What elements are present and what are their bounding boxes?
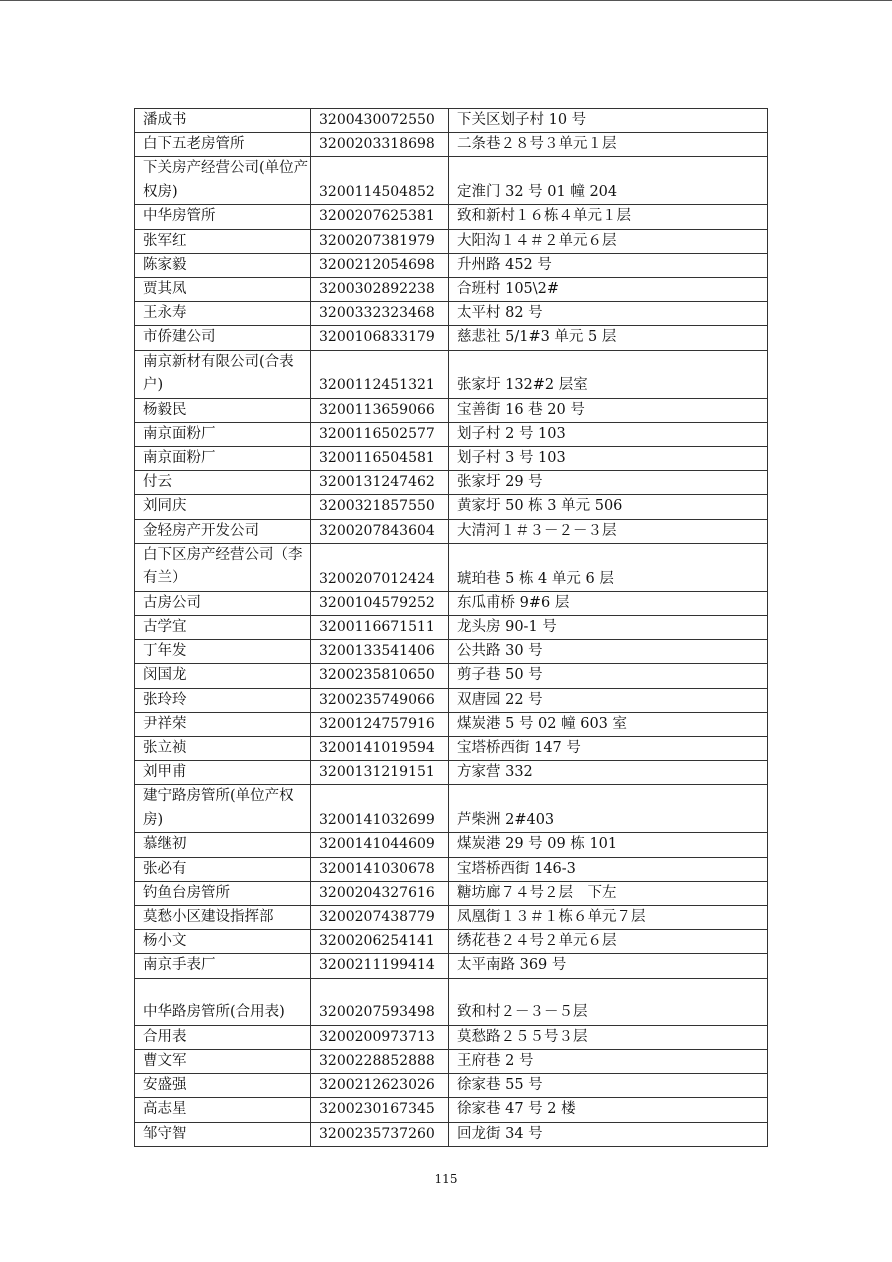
owner-name-cell: 尹祥荣 [135, 712, 311, 736]
owner-name-cell: 贾其凤 [135, 278, 311, 302]
account-number-cell: 3200211199414 [311, 954, 449, 978]
table-row [135, 761, 768, 785]
address-cell: 公共路 30 号 [449, 640, 768, 664]
address-cell: 张家圩 29 号 [449, 471, 768, 495]
account-number-cell: 3200212054698 [311, 253, 449, 277]
address-cell: 太平南路 369 号 [449, 954, 768, 978]
table-row [135, 422, 768, 446]
table-row [135, 519, 768, 543]
address-cell: 定淮门 32 号 01 幢 204 [449, 157, 768, 205]
account-number-cell: 3200230167345 [311, 1098, 449, 1122]
account-number-cell: 3200228852888 [311, 1049, 449, 1073]
account-number-cell: 3200114504852 [311, 157, 449, 205]
owner-name-cell: 白下区房产经营公司（李有兰） [135, 543, 311, 591]
owner-name-cell: 潘成书 [135, 109, 311, 133]
table-row [135, 640, 768, 664]
account-number-cell: 3200207593498 [311, 978, 449, 1025]
table-row [135, 447, 768, 471]
address-cell: 大清河１＃３－２－３层 [449, 519, 768, 543]
address-cell: 下关区划子村 10 号 [449, 109, 768, 133]
account-number-cell: 3200104579252 [311, 591, 449, 615]
owner-name-cell: 张玲玲 [135, 688, 311, 712]
table-row [135, 930, 768, 954]
owner-name-cell: 建宁路房管所(单位产权房) [135, 785, 311, 833]
owner-name-cell: 安盛强 [135, 1074, 311, 1098]
address-cell: 张家圩 132#2 层室 [449, 350, 768, 398]
page-top-border [0, 0, 892, 1]
table-row [135, 253, 768, 277]
owner-name-cell: 莫愁小区建设指挥部 [135, 906, 311, 930]
table-row [135, 857, 768, 881]
owner-name-cell: 刘同庆 [135, 495, 311, 519]
owner-name-cell: 杨小文 [135, 930, 311, 954]
owner-name-cell: 刘甲甫 [135, 761, 311, 785]
record-table [134, 108, 768, 1147]
account-number-cell: 3200131219151 [311, 761, 449, 785]
owner-name-cell: 钓鱼台房管所 [135, 881, 311, 905]
owner-name-cell: 白下五老房管所 [135, 133, 311, 157]
owner-name-cell: 付云 [135, 471, 311, 495]
table-row [135, 133, 768, 157]
account-number-cell: 3200116504581 [311, 447, 449, 471]
account-number-cell: 3200206254141 [311, 930, 449, 954]
address-cell: 东瓜甫桥 9#6 层 [449, 591, 768, 615]
address-cell: 煤炭港 29 号 09 栋 101 [449, 833, 768, 857]
account-number-cell: 3200133541406 [311, 640, 449, 664]
record-table-body [135, 109, 768, 1147]
owner-name-cell: 古房公司 [135, 591, 311, 615]
account-number-cell: 3200321857550 [311, 495, 449, 519]
owner-name-cell: 中华房管所 [135, 205, 311, 229]
table-row [135, 906, 768, 930]
account-number-cell: 3200106833179 [311, 326, 449, 350]
table-row [135, 205, 768, 229]
address-cell: 凤凰街１３＃１栋６单元７层 [449, 906, 768, 930]
owner-name-cell: 古学宜 [135, 616, 311, 640]
table-row [135, 229, 768, 253]
account-number-cell: 3200235810650 [311, 664, 449, 688]
account-number-cell: 3200131247462 [311, 471, 449, 495]
account-number-cell: 3200113659066 [311, 398, 449, 422]
table-row [135, 302, 768, 326]
owner-name-cell: 市侨建公司 [135, 326, 311, 350]
owner-name-cell: 南京面粉厂 [135, 422, 311, 446]
table-row [135, 109, 768, 133]
address-cell: 升州路 452 号 [449, 253, 768, 277]
table-row [135, 954, 768, 978]
owner-name-cell: 中华路房管所(合用表) [135, 978, 311, 1025]
address-cell: 划子村 2 号 103 [449, 422, 768, 446]
address-cell: 宝善街 16 巷 20 号 [449, 398, 768, 422]
address-cell: 芦柴洲 2#403 [449, 785, 768, 833]
account-number-cell: 3200430072550 [311, 109, 449, 133]
account-number-cell: 3200235737260 [311, 1122, 449, 1146]
account-number-cell: 3200302892238 [311, 278, 449, 302]
address-cell: 双唐园 22 号 [449, 688, 768, 712]
owner-name-cell: 南京手表厂 [135, 954, 311, 978]
account-number-cell: 3200124757916 [311, 712, 449, 736]
table-row [135, 543, 768, 591]
account-number-cell: 3200235749066 [311, 688, 449, 712]
address-cell: 绣花巷２４号２单元６层 [449, 930, 768, 954]
account-number-cell: 3200112451321 [311, 350, 449, 398]
account-number-cell: 3200141032699 [311, 785, 449, 833]
owner-name-cell: 南京新材有限公司(合表户) [135, 350, 311, 398]
address-cell: 合班村 105\2# [449, 278, 768, 302]
table-row [135, 278, 768, 302]
address-cell: 致和新村１６栋４单元１层 [449, 205, 768, 229]
table-row [135, 737, 768, 761]
account-number-cell: 3200141044609 [311, 833, 449, 857]
table-row [135, 833, 768, 857]
owner-name-cell: 张军红 [135, 229, 311, 253]
table-row [135, 591, 768, 615]
address-cell: 回龙街 34 号 [449, 1122, 768, 1146]
address-cell: 方家营 332 [449, 761, 768, 785]
table-row [135, 1049, 768, 1073]
table-row [135, 398, 768, 422]
owner-name-cell: 南京面粉厂 [135, 447, 311, 471]
owner-name-cell: 张立祯 [135, 737, 311, 761]
owner-name-cell: 合用表 [135, 1025, 311, 1049]
owner-name-cell: 闵国龙 [135, 664, 311, 688]
account-number-cell: 3200207843604 [311, 519, 449, 543]
address-cell: 王府巷 2 号 [449, 1049, 768, 1073]
account-number-cell: 3200116502577 [311, 422, 449, 446]
address-cell: 慈悲社 5/1#3 单元 5 层 [449, 326, 768, 350]
account-number-cell: 3200141030678 [311, 857, 449, 881]
address-cell: 大阳沟１４＃２单元６层 [449, 229, 768, 253]
table-row [135, 978, 768, 1025]
address-cell: 龙头房 90-1 号 [449, 616, 768, 640]
address-cell: 黄家圩 50 栋 3 单元 506 [449, 495, 768, 519]
account-number-cell: 3200200973713 [311, 1025, 449, 1049]
account-number-cell: 3200207012424 [311, 543, 449, 591]
table-row [135, 495, 768, 519]
owner-name-cell: 邹守智 [135, 1122, 311, 1146]
owner-name-cell: 慕继初 [135, 833, 311, 857]
table-row [135, 688, 768, 712]
table-row [135, 471, 768, 495]
address-cell: 宝塔桥西街 146-3 [449, 857, 768, 881]
address-cell: 宝塔桥西街 147 号 [449, 737, 768, 761]
account-number-cell: 3200207381979 [311, 229, 449, 253]
account-number-cell: 3200212623026 [311, 1074, 449, 1098]
address-cell: 太平村 82 号 [449, 302, 768, 326]
address-cell: 划子村 3 号 103 [449, 447, 768, 471]
account-number-cell: 3200207625381 [311, 205, 449, 229]
address-cell: 琥珀巷 5 栋 4 单元 6 层 [449, 543, 768, 591]
table-row [135, 350, 768, 398]
table-row [135, 785, 768, 833]
table-row [135, 1025, 768, 1049]
page-number: 115 [434, 1172, 458, 1186]
table-row [135, 616, 768, 640]
table-row [135, 712, 768, 736]
address-cell: 莫愁路２５５号３层 [449, 1025, 768, 1049]
address-cell: 剪子巷 50 号 [449, 664, 768, 688]
table-row [135, 881, 768, 905]
owner-name-cell: 陈家毅 [135, 253, 311, 277]
account-number-cell: 3200207438779 [311, 906, 449, 930]
owner-name-cell: 王永寿 [135, 302, 311, 326]
account-number-cell: 3200332323468 [311, 302, 449, 326]
owner-name-cell: 下关房产经营公司(单位产权房) [135, 157, 311, 205]
owner-name-cell: 丁年发 [135, 640, 311, 664]
table-row [135, 1122, 768, 1146]
address-cell: 致和村２－３－５层 [449, 978, 768, 1025]
table-row [135, 326, 768, 350]
table-row [135, 1098, 768, 1122]
address-cell: 二条巷２８号３单元１层 [449, 133, 768, 157]
account-number-cell: 3200141019594 [311, 737, 449, 761]
address-cell: 徐家巷 55 号 [449, 1074, 768, 1098]
table-row [135, 157, 768, 205]
owner-name-cell: 曹文军 [135, 1049, 311, 1073]
address-cell: 煤炭港 5 号 02 幢 603 室 [449, 712, 768, 736]
table-row [135, 664, 768, 688]
owner-name-cell: 金轻房产开发公司 [135, 519, 311, 543]
owner-name-cell: 张必有 [135, 857, 311, 881]
account-number-cell: 3200203318698 [311, 133, 449, 157]
account-number-cell: 3200204327616 [311, 881, 449, 905]
address-cell: 徐家巷 47 号 2 楼 [449, 1098, 768, 1122]
owner-name-cell: 高志星 [135, 1098, 311, 1122]
table-row [135, 1074, 768, 1098]
owner-name-cell: 杨毅民 [135, 398, 311, 422]
address-cell: 糖坊廊７４号２层 下左 [449, 881, 768, 905]
account-number-cell: 3200116671511 [311, 616, 449, 640]
